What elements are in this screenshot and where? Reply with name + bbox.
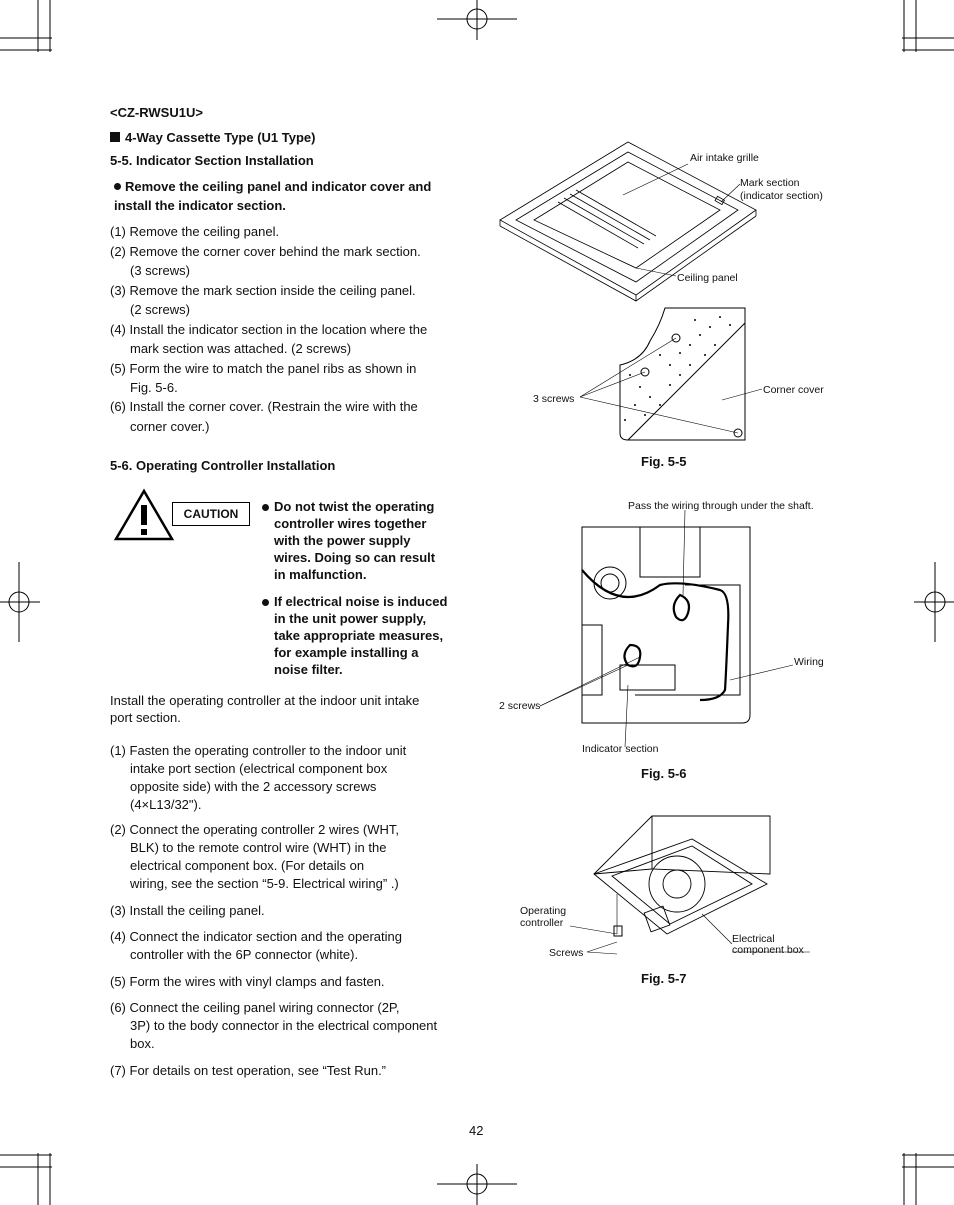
caution-line: in the unit power supply, <box>274 611 427 626</box>
indicator-step-line: (3 screws) <box>130 263 190 278</box>
label-wiring: Wiring <box>794 656 824 668</box>
caution-line: with the power supply <box>274 533 411 548</box>
caution-label: CAUTION <box>172 502 250 526</box>
step2-line: wiring, see the section “5-9. Electrical wiring” .) <box>130 876 399 891</box>
intro-line: Install the operating controller at the indoor unit intake <box>110 693 420 708</box>
fig-5-6-caption: Fig. 5-6 <box>641 766 687 781</box>
indicator-step-line: (2 screws) <box>130 302 190 317</box>
step6-line: 3P) to the body connector in the electrical component <box>130 1018 438 1033</box>
corner-cover-illustration <box>530 305 770 445</box>
label-2-screws: 2 screws <box>499 700 541 712</box>
page-number: 42 <box>469 1123 484 1138</box>
type-title-text: 4-Way Cassette Type (U1 Type) <box>125 130 316 145</box>
indoor-unit-illustration <box>592 814 772 944</box>
step2-line: BLK) to the remote control wire (WHT) in the <box>130 840 387 855</box>
indicator-bullet-text: Remove the ceiling panel and indicator cover and install the indicator section. <box>114 179 432 213</box>
warning-triangle-icon <box>114 489 174 541</box>
indicator-step-line: corner cover.) <box>130 419 210 434</box>
caution-line: Do not twist the operating <box>274 499 435 514</box>
step6-line: (6) Connect the ceiling panel wiring connector (2P, <box>110 1000 400 1015</box>
indicator-step-line: (6) Install the corner cover. (Restrain the wire with the <box>110 399 418 414</box>
label-corner-cover: Corner cover <box>763 384 824 396</box>
caution-line: controller wires together <box>274 516 427 531</box>
caution-line: noise filter. <box>274 662 343 677</box>
bullet-dot-icon <box>262 504 269 511</box>
step1-line: opposite side) with the 2 accessory screws <box>130 779 377 794</box>
step1-line: intake port section (electrical component box <box>130 761 388 776</box>
step1-line: (4×L13/32"). <box>130 797 202 812</box>
label-operating-controller: Operating <box>520 905 567 917</box>
step2-line: electrical component box. (For details on <box>130 858 365 873</box>
label-ceiling-panel: Ceiling panel <box>677 272 738 284</box>
indicator-step-line: (1) Remove the ceiling panel. <box>110 224 280 239</box>
step4-line: (4) Connect the indicator section and the operating <box>110 929 402 944</box>
fig-5-7-caption: Fig. 5-7 <box>641 971 687 986</box>
label-air-intake: Air intake grille <box>690 152 759 164</box>
section-title-5-5: 5-5. Indicator Section Installation <box>110 153 314 168</box>
bullet-dot-icon <box>262 599 269 606</box>
step6-line: box. <box>130 1036 155 1051</box>
label-operating-controller: controller <box>520 917 564 929</box>
label-electrical-box: component box <box>732 944 804 956</box>
indicator-bullet <box>114 177 464 215</box>
fig-5-5-caption: Fig. 5-5 <box>641 454 687 469</box>
label-mark-section: Mark section <box>740 177 800 189</box>
caution-line: take appropriate measures, <box>274 628 444 643</box>
indicator-step-line: Fig. 5-6. <box>130 380 178 395</box>
label-electrical-box: Electrical <box>732 933 775 945</box>
label-pass-wiring: Pass the wiring through under the shaft. <box>628 500 814 512</box>
indicator-step-line: (2) Remove the corner cover behind the mark section. <box>110 244 421 259</box>
caution-line: wires. Doing so can result <box>274 550 436 565</box>
bullet-dot-icon <box>114 183 121 190</box>
section-title-5-6: 5-6. Operating Controller Installation <box>110 458 336 473</box>
step3-line: (3) Install the ceiling panel. <box>110 903 265 918</box>
step1-line: (1) Fasten the operating controller to the indoor unit <box>110 743 407 758</box>
step4-line: controller with the 6P connector (white). <box>130 947 359 962</box>
caution-line: If electrical noise is induced <box>274 594 448 609</box>
label-3-screws: 3 screws <box>533 393 575 405</box>
indicator-step-line: (5) Form the wire to match the panel ribs as shown in <box>110 361 417 376</box>
indicator-step-line: (4) Install the indicator section in the location where the <box>110 322 428 337</box>
indicator-wiring-illustration <box>580 525 752 725</box>
intro-line: port section. <box>110 710 181 725</box>
caution-line: for example installing a <box>274 645 419 660</box>
indicator-step-line: (3) Remove the mark section inside the ceiling panel. <box>110 283 416 298</box>
label-indicator-section: Indicator section <box>582 743 659 755</box>
caution-line: in malfunction. <box>274 567 367 582</box>
square-bullet-icon <box>110 132 120 142</box>
indicator-step-line: mark section was attached. (2 screws) <box>130 341 352 356</box>
label-mark-section: (indicator section) <box>740 190 823 202</box>
type-title <box>110 128 315 147</box>
step7-line: (7) For details on test operation, see “Test Run.” <box>110 1063 387 1078</box>
step2-line: (2) Connect the operating controller 2 wires (WHT, <box>110 822 400 837</box>
label-screws: Screws <box>549 947 584 959</box>
model-code: <CZ-RWSU1U> <box>110 105 203 120</box>
step5-line: (5) Form the wires with vinyl clamps and fasten. <box>110 974 385 989</box>
